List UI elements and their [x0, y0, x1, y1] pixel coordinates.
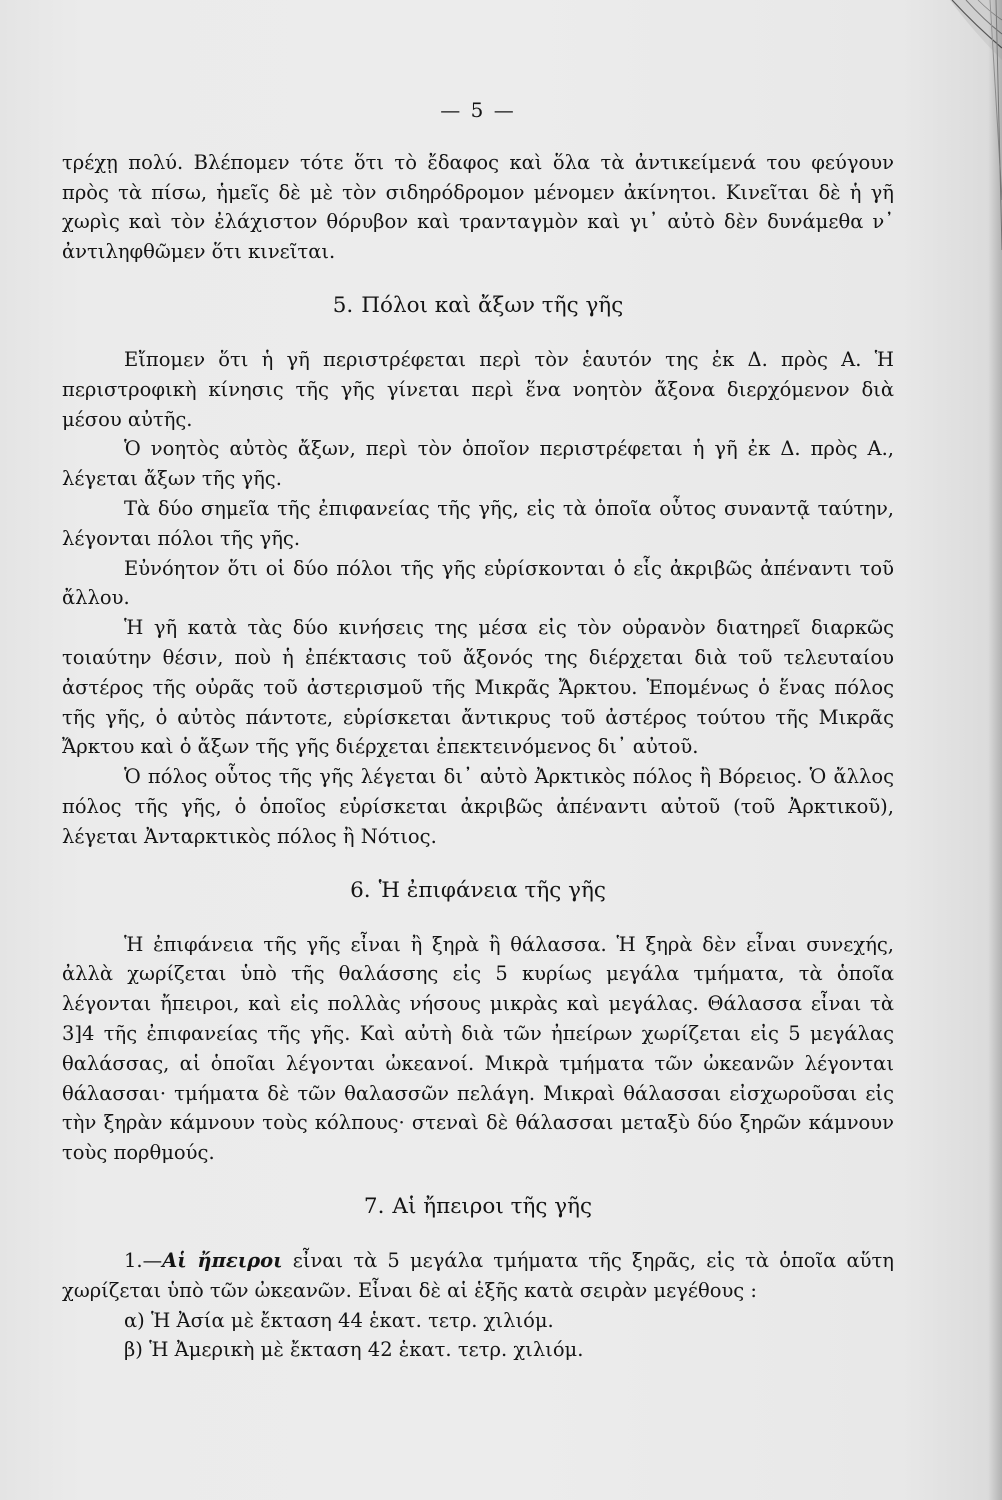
- section-7-heading: [62, 1192, 894, 1222]
- section-5-paragraph: Ὁ νοητὸς αὐτὸς ἄξων, περὶ τὸν ὁποῖον περιστρέφεται ἡ γῆ ἐκ Δ. πρὸς Α., λέγεται ἄξων τῆς γῆς.: [62, 437, 894, 491]
- section-5-heading: [62, 291, 894, 321]
- section-5-title: Πόλοι καὶ ἄξων τῆς γῆς: [361, 292, 624, 318]
- section-6-title: Ἡ ἐπιφάνεια τῆς γῆς: [378, 877, 606, 903]
- section-7-number: 7.: [363, 1193, 385, 1219]
- section-6-number: 6.: [350, 877, 371, 903]
- continent-list-item: β) Ἡ Ἀμερικὴ μὲ ἔκταση 42 ἑκατ. τετρ. χιλιόμ.: [124, 1338, 584, 1362]
- section-7-title: Αἱ ἤπειροι τῆς γῆς: [392, 1193, 593, 1219]
- item-1-prefix: 1.—: [124, 1248, 163, 1272]
- section-5-paragraph: Ὁ πόλος οὗτος τῆς γῆς λέγεται δι᾽ αὐτὸ Ἀρκτικὸς πόλος ἢ Βόρειος. Ὁ ἄλλος πόλος τῆς γῆς, ὁ ὁποῖος εὑρίσκεται ἀκριβῶς ἀπέναντι αὐτοῦ (τοῦ Ἀρκτικοῦ), λέγεται Ἀνταρκτικὸς πόλος ἢ Νότιος.: [62, 765, 894, 848]
- section-5-paragraph: Ἡ γῆ κατὰ τὰς δύο κινήσεις της μέσα εἰς τὸν οὐρανὸν διατηρεῖ διαρκῶς τοιαύτην θέσιν, ποὺ ἡ ἐπέκτασις τοῦ ἄξονός της διέρχεται διὰ τοῦ τελευταίου ἀστέρος τῆς οὐρᾶς τοῦ ἀστερισμοῦ τῆς Μικρᾶς Ἄρκτου. Ἑπομένως ὁ ἕνας πόλος τῆς γῆς, ὁ αὐτὸς πάντοτε, εὑρίσκεται ἄντικρυς τοῦ ἀστέρος τούτου τῆς Μικρᾶς Ἄρκτου καὶ ὁ ἄξων τῆς γῆς διέρχεται ἐπεκτεινόμενος δι᾽ αὐτοῦ.: [62, 616, 894, 759]
- page-content: [62, 96, 894, 1365]
- item-1-text: εἶναι τὰ 5 μεγάλα τμήματα τῆς ξηρᾶς, εἰς τὰ ὁποῖα αὕτη χωρίζεται ὑπὸ τῶν ὠκεανῶν. Εἶναι δὲ αἱ ἑξῆς κατὰ σειρὰν μεγέθους :: [62, 1248, 894, 1302]
- section-5-paragraph: Τὰ δύο σημεῖα τῆς ἐπιφανείας τῆς γῆς, εἰς τὰ ὁποῖα οὗτος συναντᾷ ταύτην, λέγονται πόλοι τῆς γῆς.: [62, 496, 894, 550]
- item-1-term: Αἱ ἤπειροι: [162, 1248, 283, 1272]
- section-5-paragraph: Εὐνόητον ὅτι οἱ δύο πόλοι τῆς γῆς εὑρίσκονται ὁ εἷς ἀκριβῶς ἀπέναντι τοῦ ἄλλου.: [62, 556, 894, 610]
- paragraph-continuation: τρέχῃ πολύ. Βλέπομεν τότε ὅτι τὸ ἔδαφος καὶ ὅλα τὰ ἀντικείμενά του φεύγουν πρὸς τὰ πίσω, ἡμεῖς δὲ μὲ τὸν σιδηρόδρομον μένομεν ἀκίνητοι. Κινεῖται δὲ ἡ γῆ χωρὶς καὶ τὸν ἐλάχιστον θόρυβον καὶ τρανταγμὸν καὶ γι᾽ αὐτὸ δὲν δυνάμεθα ν᾽ ἀντιληφθῶμεν ὅτι κινεῖται.: [62, 150, 894, 264]
- section-6-heading: [62, 876, 894, 906]
- section-6-paragraph: Ἡ ἐπιφάνεια τῆς γῆς εἶναι ἢ ξηρὰ ἢ θάλασσα. Ἡ ξηρὰ δὲν εἶναι συνεχής, ἀλλὰ χωρίζεται ὑπὸ τῆς θαλάσσης εἰς 5 κυρίως μεγάλα τμήματα, τὰ ὁποῖα λέγονται ἤπειροι, καὶ εἰς πολλὰς νήσους μικρὰς καὶ μεγάλας. Θάλασσα εἶναι τὰ 3]4 τῆς ἐπιφανείας τῆς γῆς. Καὶ αὐτὴ διὰ τῶν ἠπείρων χωρίζεται εἰς 5 μεγάλας θαλάσσας, αἱ ὁποῖαι λέγονται ὠκεανοί. Μικρὰ τμήματα τῶν ὠκεανῶν λέγονται θάλασσαι· τμήματα δὲ τῶν θαλασσῶν πελάγη. Μικραὶ θάλασσαι εἰσχωροῦσαι εἰς τὴν ξηρὰν κάμνουν τοὺς κόλπους· στεναὶ δὲ θάλασσαι μεταξὺ δύο ξηρῶν κάμνουν τοὺς πορθμούς.: [62, 932, 894, 1165]
- section-5-number: 5.: [332, 292, 354, 318]
- page-number: — 5 —: [440, 98, 516, 122]
- page-edge-shadow: [988, 0, 1002, 1500]
- continent-list-item: α) Ἡ Ἀσία μὲ ἔκταση 44 ἑκατ. τετρ. χιλιόμ.: [124, 1308, 554, 1332]
- section-7-item-1: [62, 1246, 894, 1306]
- section-5-paragraph: Εἴπομεν ὅτι ἡ γῆ περιστρέφεται περὶ τὸν ἑαυτόν της ἐκ Δ. πρὸς Α. Ἡ περιστροφικὴ κίνησις τῆς γῆς γίνεται περὶ ἕνα νοητὸν ἄξονα διερχόμενον διὰ μέσου αὐτῆς.: [62, 347, 894, 431]
